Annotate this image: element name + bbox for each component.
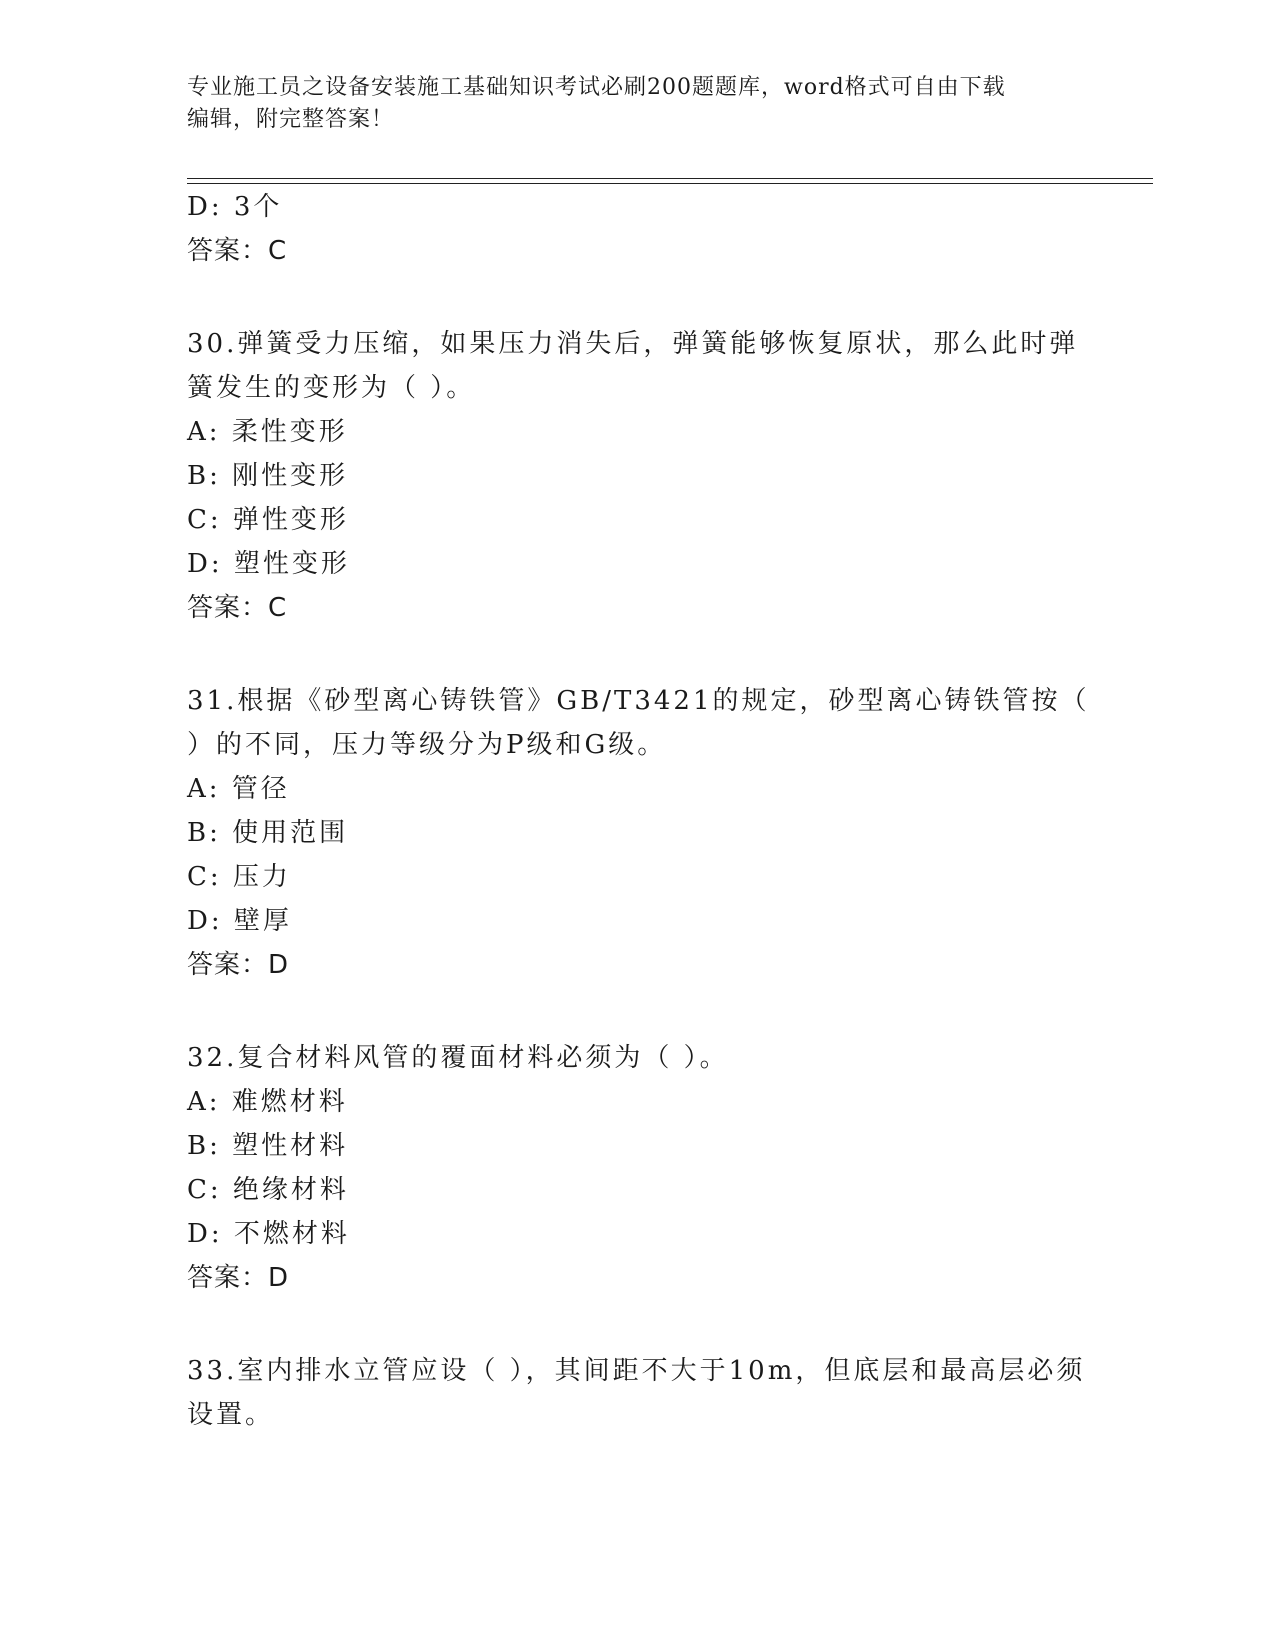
answer-line: 答案：D <box>187 1263 290 1293</box>
option-line: B: 塑性材料 <box>187 1131 349 1161</box>
option-line: A: 管径 <box>187 774 290 804</box>
option-line: D: 3个 <box>187 192 283 222</box>
header-divider-bottom <box>187 183 1153 184</box>
header-line-2: 编辑，附完整答案！ <box>187 107 395 132</box>
option-line: C: 压力 <box>187 862 291 892</box>
option-line: C: 弹性变形 <box>187 505 349 535</box>
answer-line: 答案：D <box>187 950 290 980</box>
header-line-1: 专业施工员之设备安装施工基础知识考试必刷200题题库，word格式可自由下载 <box>187 75 1006 100</box>
question-line: 设置。 <box>187 1400 275 1430</box>
option-line: A: 难燃材料 <box>187 1087 348 1117</box>
answer-line: 答案：C <box>187 236 288 266</box>
question-line: 簧发生的变形为（ ）。 <box>187 373 476 403</box>
question-line: 30.弹簧受力压缩，如果压力消失后，弹簧能够恢复原状，那么此时弹 <box>187 329 1079 359</box>
question-line: ）的不同，压力等级分为P级和G级。 <box>187 730 667 760</box>
option-line: B: 使用范围 <box>187 818 349 848</box>
option-line: D: 不燃材料 <box>187 1219 350 1249</box>
option-line: C: 绝缘材料 <box>187 1175 349 1205</box>
option-line: D: 壁厚 <box>187 906 292 936</box>
option-line: D: 塑性变形 <box>187 549 350 579</box>
question-line: 33.室内排水立管应设（ ），其间距不大于10m，但底层和最高层必须 <box>187 1356 1086 1386</box>
option-line: B: 刚性变形 <box>187 461 349 491</box>
document-header <box>187 72 1067 136</box>
question-line: 31.根据《砂型离心铸铁管》GB/T3421的规定，砂型离心铸铁管按（ <box>187 686 1090 716</box>
answer-line: 答案：C <box>187 593 288 623</box>
option-line: A: 柔性变形 <box>187 417 348 447</box>
question-line: 32.复合材料风管的覆面材料必须为（ ）。 <box>187 1043 729 1073</box>
header-divider-top <box>187 178 1153 179</box>
